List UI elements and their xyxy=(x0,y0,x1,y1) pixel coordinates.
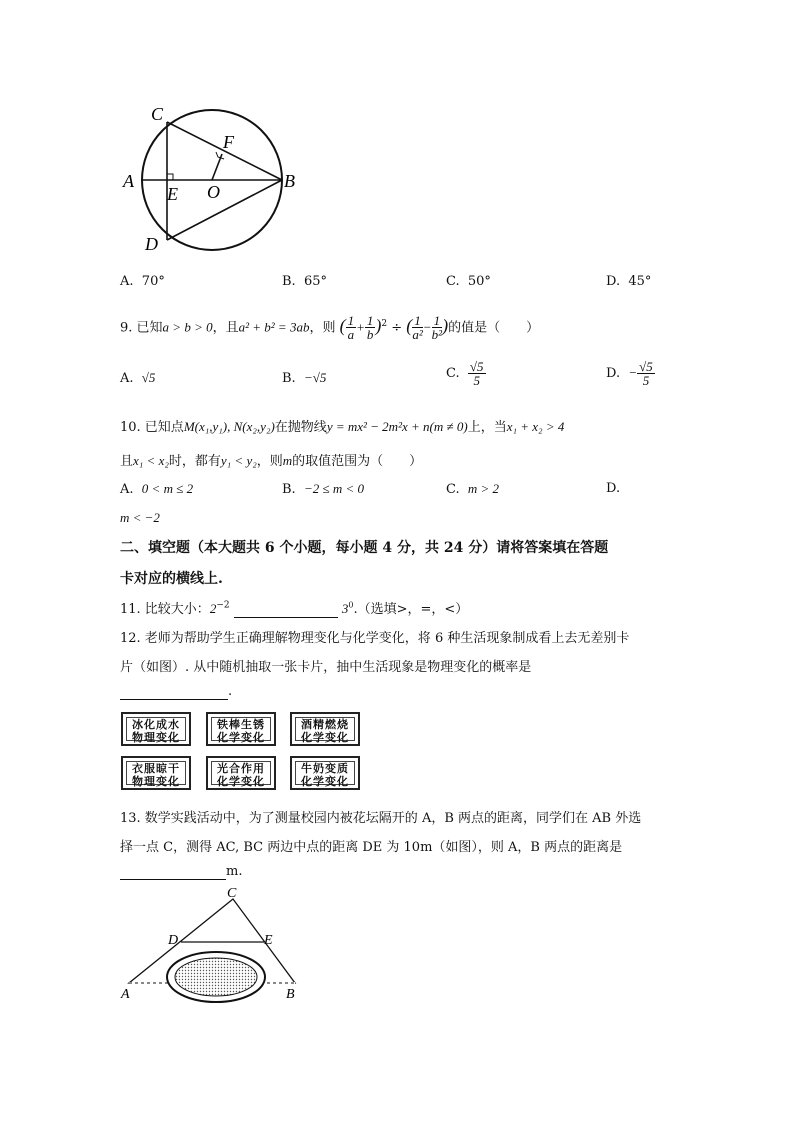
q9-expression: ( xyxy=(339,315,346,336)
option-text: 70° xyxy=(141,274,165,289)
circle-figure xyxy=(115,100,305,260)
q13-unit: m. xyxy=(226,864,243,879)
card-1 xyxy=(121,712,191,746)
label-d: D xyxy=(145,234,158,254)
option-text: −2 ≤ m < 0 xyxy=(303,481,365,496)
right-angle-mark-f xyxy=(216,152,224,159)
option-letter: A. xyxy=(120,274,134,289)
option-numerator: √5 xyxy=(469,359,484,374)
q9-option-b xyxy=(282,370,326,386)
q11-suffix: .（选填>，=，<） xyxy=(353,602,469,617)
card-6 xyxy=(290,756,360,790)
q10-line-2 xyxy=(120,450,422,469)
section-2-heading-line-1: 二、填空题（本大题共 6 个小题，每小题 4 分，共 24 分）请将答案填在答题 xyxy=(120,540,609,556)
label-b: B xyxy=(286,987,295,1002)
q11-left-exponent: −2 xyxy=(216,600,230,611)
q10-option-a xyxy=(120,481,193,497)
label-a: A xyxy=(121,987,130,1002)
option-letter: D. xyxy=(606,366,621,381)
option-letter: C. xyxy=(446,366,460,381)
option-text: 50° xyxy=(467,274,491,289)
q9-option-a xyxy=(120,370,155,386)
q10-text: ，则 xyxy=(256,454,283,469)
q12-answer-blank[interactable] xyxy=(120,684,228,700)
q13-line-3 xyxy=(120,864,242,880)
card-phenomenon: 冰化成水 xyxy=(132,718,180,731)
label-e: E xyxy=(167,184,178,204)
q10-condition-3: y₁ < y₂ xyxy=(220,453,257,468)
label-c: C xyxy=(227,886,237,901)
q10-option-c xyxy=(446,481,499,497)
card-type: 化学变化 xyxy=(217,775,265,788)
q11-right-base: 3 xyxy=(341,601,349,616)
q10-condition: x₁ + x₂ > 4 xyxy=(506,419,565,434)
option-denominator: 5 xyxy=(642,373,650,388)
q10-text: 时，都有 xyxy=(168,454,221,469)
q10-text: 10. 已知点 xyxy=(120,420,184,435)
q12-line-3 xyxy=(120,684,232,700)
triangle-figure xyxy=(115,885,315,1005)
card-phenomenon: 光合作用 xyxy=(217,762,265,775)
option-text: √5 xyxy=(141,370,156,385)
option-sign: − xyxy=(628,365,638,380)
q10-options xyxy=(120,481,680,501)
q13-answer-blank[interactable] xyxy=(120,864,226,880)
option-letter: A. xyxy=(120,371,134,386)
q9-options xyxy=(120,359,680,400)
label-o: O xyxy=(207,182,220,202)
label-f: F xyxy=(223,132,234,152)
q9-mid-2: ，则 xyxy=(309,320,336,336)
option-letter: D. xyxy=(606,274,621,289)
q12-period: . xyxy=(228,684,233,699)
option-text: 65° xyxy=(303,274,327,289)
card-3 xyxy=(290,712,360,746)
option-letter: B. xyxy=(282,482,296,497)
card-phenomenon: 铁棒生锈 xyxy=(217,718,265,731)
q11-prefix: 11. 比较大小： xyxy=(120,602,210,617)
q10-text: 在抛物线 xyxy=(274,420,327,435)
chord-db xyxy=(167,180,282,240)
q10-text: 的取值范围为（ ） xyxy=(292,454,423,469)
q9-condition-1: a > b > 0 xyxy=(162,319,213,335)
card-phenomenon: 酒精燃烧 xyxy=(301,718,349,731)
option-text: 0 < m ≤ 2 xyxy=(141,481,194,496)
q10-condition-2: x₁ < x₂ xyxy=(133,453,169,468)
frac-1-over-a2: $\frac{1}{\text{a²}}$ xyxy=(412,313,423,343)
q9-stem: 9. 已知a > b > 0，且a² + b² = 3ab，则 ( $\frac{1}{a}$ + $\frac{1}{b}$ )$^2$ ÷ ( $\frac{1}{\text{a²}}$ − $\frac{1}{\text{b²}}$ )的值是（ ） xyxy=(120,313,540,343)
card-type: 化学变化 xyxy=(217,731,265,744)
option-text: m > 2 xyxy=(467,481,500,496)
option-text: −√5 xyxy=(303,370,327,385)
option-letter: A. xyxy=(120,482,134,497)
card-4 xyxy=(121,756,191,790)
q8-option-b xyxy=(282,274,327,289)
card-type: 物理变化 xyxy=(132,731,180,744)
option-letter: B. xyxy=(282,371,296,386)
q10-line-1 xyxy=(120,416,564,435)
q8-options xyxy=(120,274,680,294)
frac-1-over-b2: $\frac{1}{\text{b²}}$ xyxy=(431,313,443,343)
q9-mid-1: ，且 xyxy=(212,320,239,336)
q13-line-1: 13. 数学实践活动中，为了测量校园内被花坛隔开的 A，B 两点的距离，同学们在 AB 外选 xyxy=(120,811,642,826)
frac-1-over-a: $\frac{1}{a}$ xyxy=(347,313,355,343)
q11 xyxy=(120,598,468,618)
label-b: B xyxy=(284,171,295,191)
q10-option-d-text: m < −2 xyxy=(120,510,160,525)
q8-option-d xyxy=(606,274,651,289)
option-letter: D. xyxy=(606,481,621,496)
label-d: D xyxy=(168,933,179,948)
q8-option-c xyxy=(446,274,491,289)
q9-condition-2: a² + b² = 3ab xyxy=(238,319,310,335)
q12-line-1: 12. 老师为帮助学生正确理解物理变化与化学变化，将 6 种生活现象制成看上去无差别卡 xyxy=(120,631,630,646)
card-5 xyxy=(206,756,276,790)
option-letter: C. xyxy=(446,274,460,289)
flower-bed-inner xyxy=(175,958,257,996)
q11-left-base: 2 xyxy=(209,601,217,616)
label-c: C xyxy=(151,104,164,124)
label-e: E xyxy=(264,933,273,948)
q12-line-2: 片（如图）. 从中随机抽取一张卡片，抽中生活现象是物理变化的概率是 xyxy=(120,660,532,675)
card-type: 物理变化 xyxy=(132,775,180,788)
frac-1-over-b: $\frac{1}{b}$ xyxy=(366,313,374,343)
card-type: 化学变化 xyxy=(301,775,349,788)
q11-right-exponent: 0 xyxy=(348,600,354,610)
q10-text: 且 xyxy=(120,454,134,469)
option-letter: B. xyxy=(282,274,296,289)
option-text: 45° xyxy=(628,274,652,289)
card-phenomenon: 牛奶变质 xyxy=(301,762,349,775)
q10-parabola: y = mx² − 2m²x + n(m ≠ 0) xyxy=(326,419,468,434)
q11-answer-blank[interactable] xyxy=(234,602,338,618)
q10-text: 上，当 xyxy=(467,420,507,435)
q9-option-d xyxy=(606,360,655,387)
q9-option-c xyxy=(446,360,486,387)
q10-variable: m xyxy=(282,453,293,468)
card-2 xyxy=(206,712,276,746)
option-letter: C. xyxy=(446,482,460,497)
label-a: A xyxy=(123,171,134,191)
q10-option-d xyxy=(606,481,620,496)
q9-prefix: 9. 已知 xyxy=(120,320,163,336)
section-2-heading-line-2: 卡对应的横线上. xyxy=(120,571,223,587)
card-phenomenon: 衣服晾干 xyxy=(132,762,180,775)
option-numerator: √5 xyxy=(639,359,653,374)
option-denominator: 5 xyxy=(473,373,480,388)
q9-expr-end: 的值是（ ） xyxy=(448,320,540,336)
q10-points: M(x₁,y₁), N(x₂,y₂) xyxy=(183,419,275,434)
q13-line-2: 择一点 C，测得 AC, BC 两边中点的距离 DE 为 10m（如图），则 A，B 两点的距离是 xyxy=(120,840,623,855)
right-angle-mark-e xyxy=(167,174,173,180)
q10-option-b xyxy=(282,481,364,497)
q8-option-a xyxy=(120,274,165,289)
card-type: 化学变化 xyxy=(301,731,349,744)
